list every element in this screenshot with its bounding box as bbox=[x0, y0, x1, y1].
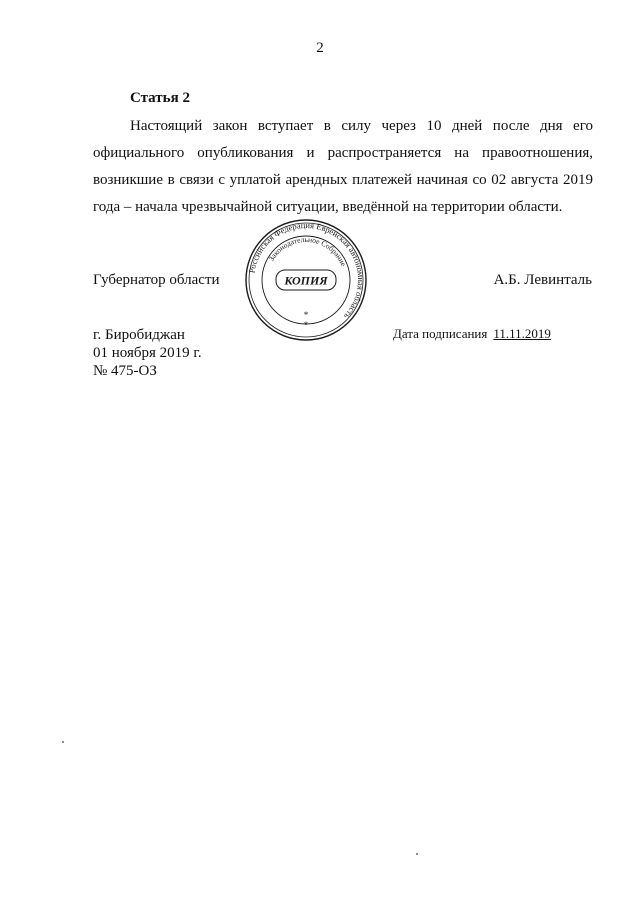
page-number: 2 bbox=[316, 40, 324, 56]
scan-speck bbox=[416, 853, 418, 855]
seal-inner-text: Законодательное Собрание bbox=[266, 234, 349, 268]
signing-date-value: 11.11.2019 bbox=[493, 326, 551, 341]
signing-date bbox=[393, 326, 551, 342]
scan-speck bbox=[62, 741, 64, 743]
article-title: Статья 2 bbox=[130, 90, 190, 106]
seal-outer-text: Российская Федерация Еврейская автономная область bbox=[246, 219, 367, 322]
article-body: Настоящий закон вступает в силу через 10 дней после дня его официального опубликования и распространяется на правоотношения, возникшие в связи с уплатой арендных платежей начиная со 02 августа 2019 года – начала чрезвычайной ситуации, введённой на территории области. bbox=[93, 118, 593, 215]
seal-center-text: КОПИЯ bbox=[284, 273, 328, 288]
issue-city: г. Биробиджан bbox=[93, 327, 185, 343]
signatory-name: А.Б. Левинталь bbox=[493, 272, 592, 288]
seal-star-icon: * bbox=[303, 310, 309, 320]
official-seal bbox=[244, 218, 368, 342]
seal-star-icon: * bbox=[303, 320, 309, 330]
signatory-role: Губернатор области bbox=[93, 272, 220, 288]
issue-details bbox=[93, 326, 202, 380]
signing-date-label: Дата подписания bbox=[393, 326, 488, 341]
issue-date: 01 ноября 2019 г. bbox=[93, 345, 202, 361]
law-number: № 475-ОЗ bbox=[93, 363, 157, 379]
